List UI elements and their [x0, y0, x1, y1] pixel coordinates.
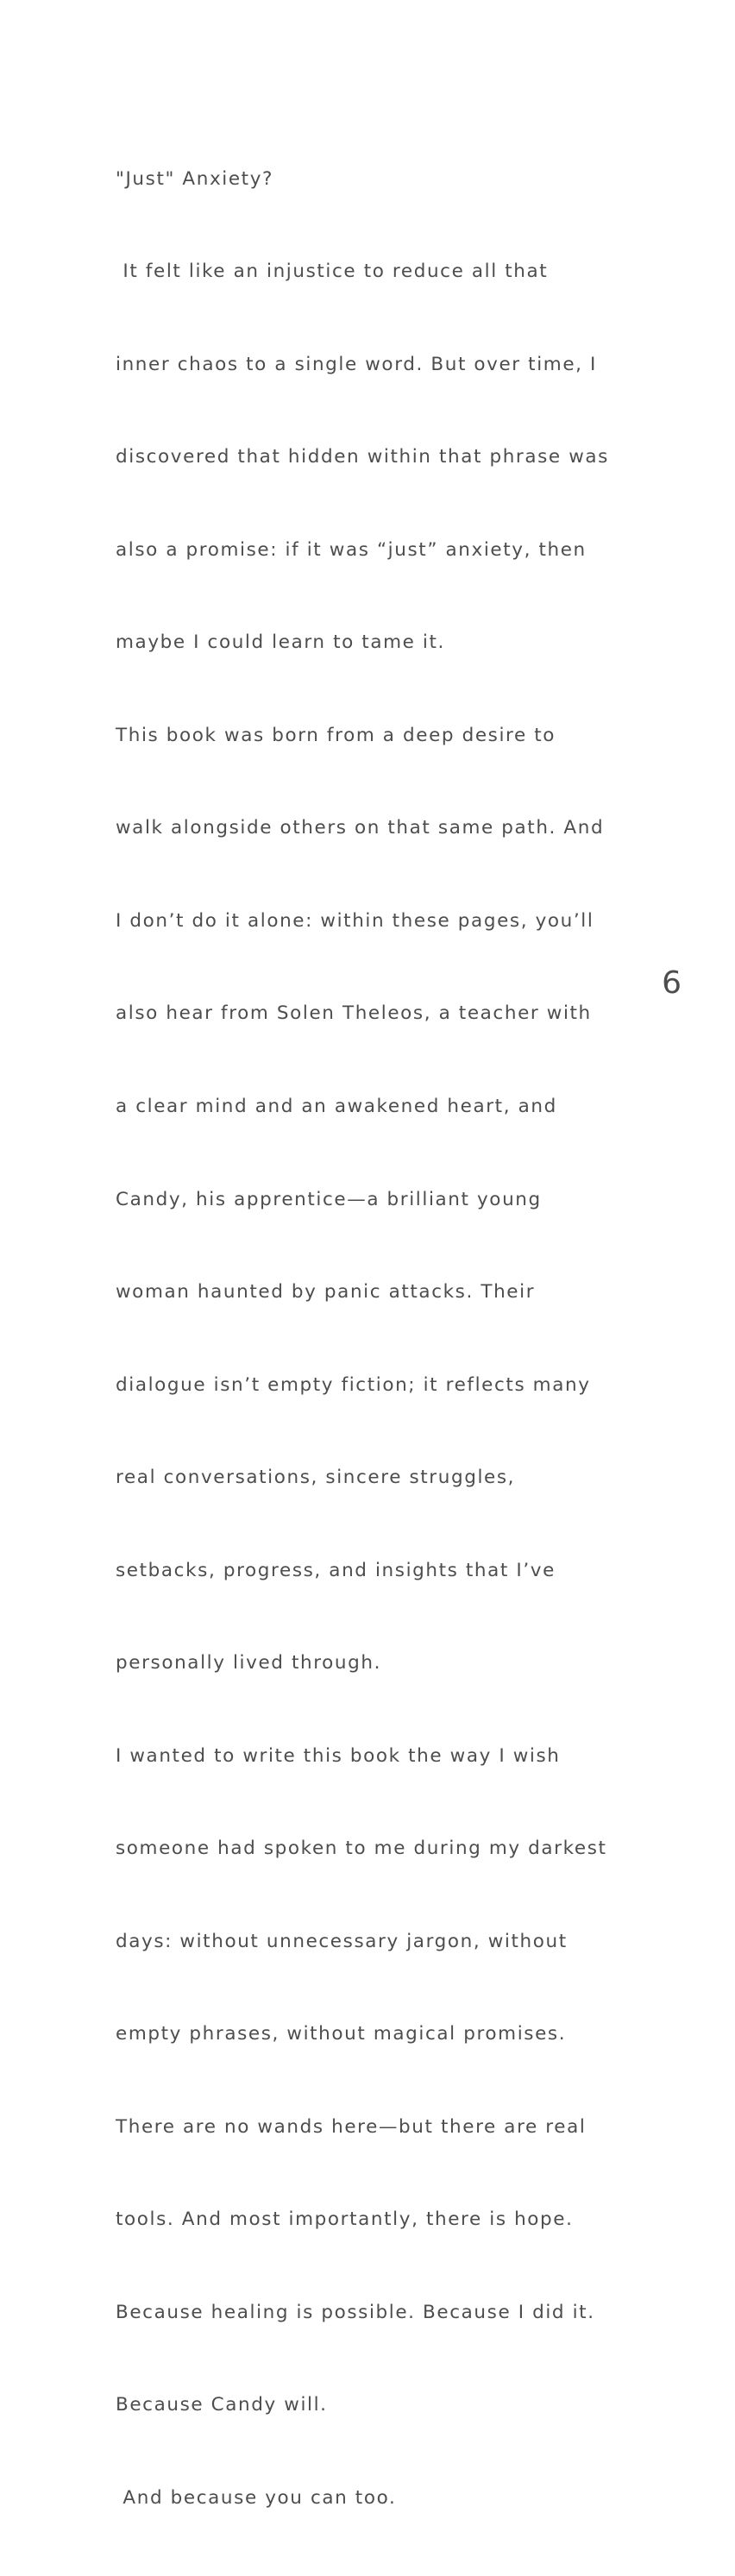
text-line: real conversations, sincere struggles, [116, 1467, 516, 1489]
text-line: Because healing is possible. Because I did it. [116, 2301, 595, 2323]
text-line: Candy, his apprentice—a brilliant young [116, 1188, 542, 1210]
text-line: days: without unnecessary jargon, without [116, 1930, 568, 1952]
text-line: There are no wands here—but there are real [116, 2115, 587, 2138]
text-line: dialogue isn’t empty fiction; it reflects many [116, 1373, 591, 1396]
text-line: Because Candy will. [116, 2394, 328, 2416]
text-line: walk alongside others on that same path. And [116, 817, 605, 839]
text-line: maybe I could learn to tame it. [116, 631, 445, 654]
text-line: personally lived through. [116, 1652, 382, 1674]
text-line: This book was born from a deep desire to [116, 724, 556, 746]
body-text [116, 102, 633, 2576]
text-line: also hear from Solen Theleos, a teacher with [116, 1002, 592, 1025]
text-line: tools. And most importantly, there is hope. [116, 2208, 574, 2231]
page-number: 6 [662, 965, 682, 1001]
text-line: a clear mind and an awakened heart, and [116, 1096, 557, 1117]
text-line: woman haunted by panic attacks. Their [116, 1281, 536, 1304]
text-line: someone had spoken to me during my darkest [116, 1838, 607, 1860]
text-line: discovered that hidden within that phrase was [116, 446, 609, 468]
text-line: inner chaos to a single word. But over time, I [116, 353, 597, 375]
text-line: setbacks, progress, and insights that I’ve [116, 1559, 556, 1581]
text-line: empty phrases, without magical promises. [116, 2023, 567, 2045]
text-line: It felt like an injustice to reduce all that [116, 261, 549, 283]
text-line: I don’t do it alone: within these pages, you’ll [116, 909, 594, 932]
text-line: "Just" Anxiety? [116, 167, 274, 190]
text-line: also a promise: if it was “just” anxiety, then [116, 538, 587, 561]
text-line: And because you can too. [116, 2486, 397, 2509]
text-line: I wanted to write this book the way I wish [116, 1744, 561, 1767]
